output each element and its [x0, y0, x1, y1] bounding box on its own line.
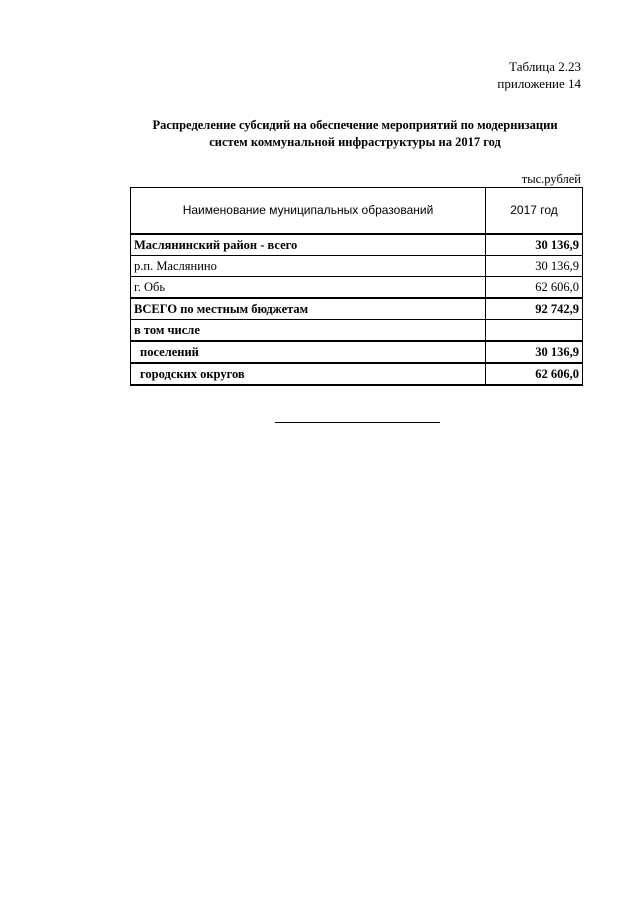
row-value: 30 136,9: [486, 234, 583, 256]
table-annex-label: [497, 58, 581, 92]
header-year: 2017 год: [486, 188, 583, 235]
row-name: г. Обь: [131, 277, 486, 299]
appendix-number: приложение 14: [497, 76, 581, 91]
title-line-1: Распределение субсидий на обеспечение мероприятий по модернизации: [152, 118, 558, 132]
end-divider-line: [275, 422, 440, 423]
table-row: [131, 256, 583, 277]
table-row: [131, 298, 583, 320]
row-value: 92 742,9: [486, 298, 583, 320]
row-value: 30 136,9: [486, 256, 583, 277]
table-number: Таблица 2.23: [509, 59, 581, 74]
unit-label: тыс.рублей: [521, 172, 581, 186]
title-line-2: систем коммунальной инфраструктуры на 2017 год: [209, 135, 501, 149]
table-row: [131, 363, 583, 385]
table-row: [131, 234, 583, 256]
row-value: [486, 320, 583, 342]
row-value: 62 606,0: [486, 277, 583, 299]
table-row: [131, 341, 583, 363]
row-name: ВСЕГО по местным бюджетам: [131, 298, 486, 320]
table-header-row: [131, 188, 583, 235]
row-name: р.п. Маслянино: [131, 256, 486, 277]
header-municipality: Наименование муниципальных образований: [131, 188, 486, 235]
row-name: Маслянинский район - всего: [131, 234, 486, 256]
document-title: [130, 117, 580, 151]
row-value: 62 606,0: [486, 363, 583, 385]
subsidy-table: [130, 187, 583, 386]
row-name: поселений: [131, 341, 486, 363]
row-name: городских округов: [131, 363, 486, 385]
row-value: 30 136,9: [486, 341, 583, 363]
row-name: в том числе: [131, 320, 486, 342]
table-row: [131, 320, 583, 342]
table-row: [131, 277, 583, 299]
